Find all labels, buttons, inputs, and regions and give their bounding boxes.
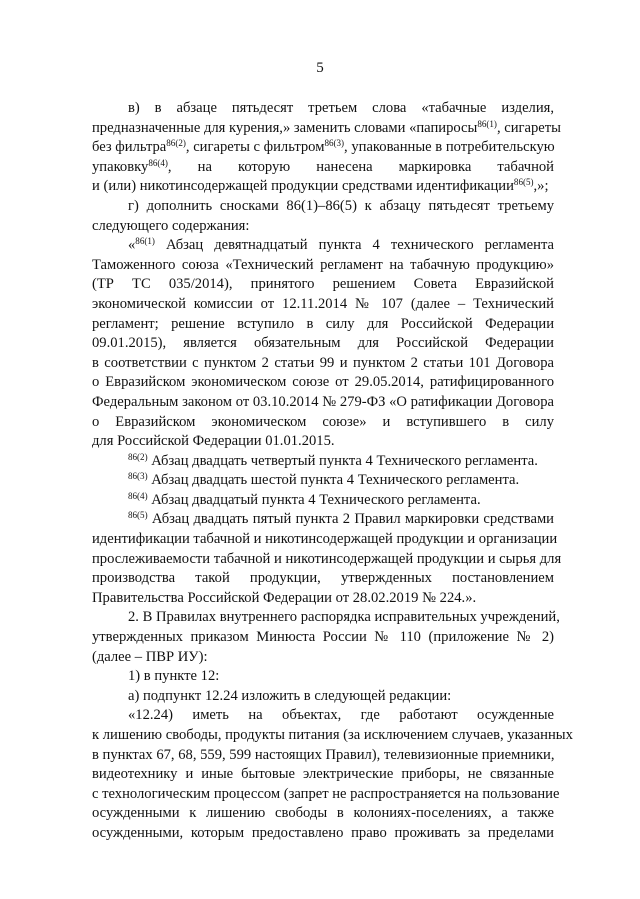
text-line: Федеральным законом от 03.10.2014 № 279-ФЗ «О ратификации Договора bbox=[92, 393, 554, 410]
text-line: без фильтра$^{86(2)}$, сигареты с фильтром$^{86(3)}$, упакованные в потребительскую bbox=[92, 138, 555, 156]
text-line: упаковку$^{86(4)}$, на которую нанесена маркировка табачной bbox=[92, 157, 554, 175]
text-line: 1) в пункте 12: bbox=[128, 668, 220, 685]
text-line: $^{86(4)}$ Абзац двадцатый пункта 4 Технического регламента. bbox=[128, 490, 481, 508]
footnote-marker: 86(2) bbox=[166, 138, 186, 149]
text-line: прослеживаемости табачной и никотинсодержащей продукции и сырья для bbox=[92, 550, 562, 567]
footnote-marker: 86(2) bbox=[128, 451, 148, 462]
text-line: $^{86(3)}$ Абзац двадцать шестой пункта 4 Технического регламента. bbox=[128, 471, 520, 489]
text-line: в) в абзаце пятьдесят третьем слова «табачные изделия, bbox=[128, 100, 554, 116]
text-line: (далее – ПВР ИУ): bbox=[92, 648, 208, 665]
text-line: о Евразийском экономическом союзе от 29.05.2014, ратифицированного bbox=[92, 374, 554, 391]
footnote-marker: 86(4) bbox=[148, 157, 168, 168]
text-line: и (или) никотинсодержащей продукции средствами идентификации$^{86(5)}$,»; bbox=[92, 177, 549, 195]
text-line: идентификации табачной и никотинсодержащей продукции и организации bbox=[92, 531, 558, 548]
text-line: для Российской Федерации 01.01.2015. bbox=[92, 433, 335, 450]
text-line: видеотехнику и иные бытовые электрические приборы, не связанные bbox=[92, 766, 554, 783]
text-line: 2. В Правилах внутреннего распорядка исправительных учреждений, bbox=[128, 609, 560, 626]
footnote-marker: 86(4) bbox=[128, 490, 148, 501]
text-line: производства такой продукции, утвержденных постановлением bbox=[92, 570, 554, 587]
page-number: 5 bbox=[316, 60, 324, 76]
text-line: утвержденных приказом Минюста России № 110 (приложение № 2) bbox=[92, 629, 554, 646]
text-line: осужденными к лишению свободы в колониях-поселениях, а также bbox=[92, 805, 554, 822]
text-line: следующего содержания: bbox=[92, 217, 250, 234]
footnote-marker: 86(1) bbox=[135, 236, 155, 247]
text-line: о Евразийском экономическом союзе» и вступившего в силу bbox=[92, 413, 554, 430]
text-line: осужденными, которым предоставлено право проживать за пределами bbox=[92, 824, 554, 841]
footnote-marker: 86(5) bbox=[513, 177, 534, 188]
text-line: (ТР ТС 035/2014), принятого решением Совета Евразийской bbox=[92, 276, 554, 293]
text-line: Таможенного союза «Технический регламент на табачную продукцию» bbox=[92, 256, 554, 273]
text-line: в соответствии с пунктом 2 статьи 99 и пунктом 2 статьи 101 Договора bbox=[92, 354, 554, 371]
footnote-marker: 86(1) bbox=[477, 118, 497, 129]
text-line: Правительства Российской Федерации от 28.02.2019 № 224.». bbox=[92, 589, 477, 606]
text-line: г) дополнить сносками 86(1)–86(5) к абзацу пятьдесят третьему bbox=[128, 197, 554, 214]
text-line: «12.24) иметь на объектах, где работают осужденные bbox=[128, 707, 554, 724]
text-line: предназначенные для курения,» заменить словами «папиросы$^{86(1)}$, сигареты bbox=[92, 118, 561, 136]
text-line: а) подпункт 12.24 изложить в следующей редакции: bbox=[128, 687, 452, 704]
footnote-marker: 86(3) bbox=[324, 138, 345, 149]
text-line: регламент; решение вступило в силу для Российской Федерации bbox=[92, 315, 554, 332]
text-line: 09.01.2015), является обязательным для Российской Федерации bbox=[92, 335, 554, 352]
text-line: в пунктах 67, 68, 559, 599 настоящих Правил), телевизионные приемники, bbox=[92, 746, 555, 763]
text-line: $^{86(2)}$ Абзац двадцать четвертый пункта 4 Технического регламента. bbox=[128, 451, 538, 469]
footnote-marker: 86(3) bbox=[128, 471, 148, 482]
text-line: «$^{86(1)}$ Абзац девятнадцатый пункта 4 технического регламента bbox=[128, 236, 554, 254]
text-line: $^{86(5)}$ Абзац двадцать пятый пункта 2 Правил маркировки средствами bbox=[128, 510, 554, 528]
text-line: к лишению свободы, продукты питания (за исключением случаев, указанных bbox=[92, 727, 573, 743]
text-line: с технологическим процессом (запрет не распространяется на пользование bbox=[92, 785, 560, 802]
text-line: экономической комиссии от 12.11.2014 № 107 (далее – Технический bbox=[92, 295, 554, 312]
document-body bbox=[92, 99, 573, 844]
footnote-marker: 86(5) bbox=[128, 510, 148, 521]
